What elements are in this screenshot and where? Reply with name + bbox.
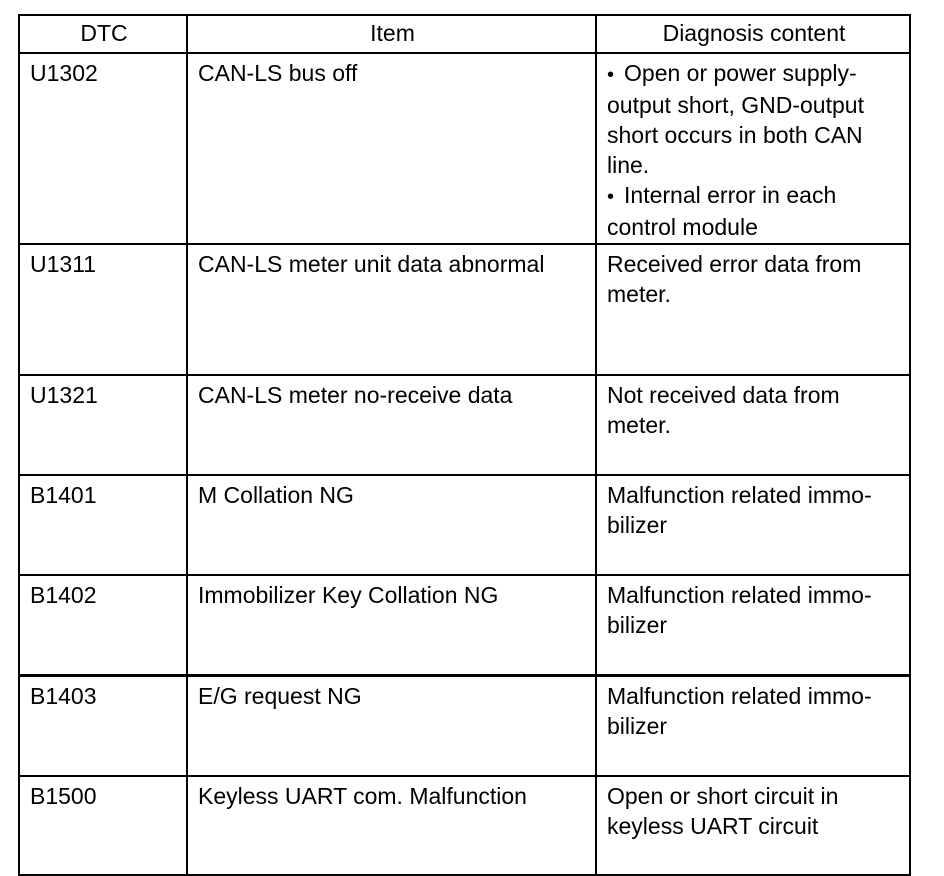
diagnosis-content <box>596 244 910 375</box>
item-name: E/G request NG <box>187 676 596 777</box>
diagnosis-content <box>596 53 910 244</box>
diagnosis-text: Open or short circuit in keyless UART circuit <box>607 783 839 839</box>
table-row <box>19 475 910 575</box>
table-row <box>19 676 910 777</box>
item-name: M Collation NG <box>187 475 596 575</box>
item-name: CAN-LS meter unit data abnormal <box>187 244 596 375</box>
table-header <box>19 15 910 53</box>
table-body <box>19 53 910 875</box>
diagnosis-bullet: • Internal error in each control module <box>607 180 901 242</box>
diagnosis-bullet: • Open or power supply-output short, GND-output short occurs in both CAN line. <box>607 58 901 180</box>
diagnosis-text: Malfunction related immo-bilizer <box>607 683 872 739</box>
table-row <box>19 776 910 875</box>
diagnosis-text: Received error data from meter. <box>607 251 862 307</box>
dtc-code: B1403 <box>19 676 187 777</box>
dtc-code: B1402 <box>19 575 187 676</box>
dtc-code: B1500 <box>19 776 187 875</box>
dtc-table <box>18 14 911 876</box>
dtc-code: U1321 <box>19 375 187 475</box>
dtc-code: U1311 <box>19 244 187 375</box>
table-row <box>19 244 910 375</box>
diagnosis-text: Malfunction related immo-bilizer <box>607 482 872 538</box>
header-diagnosis: Diagnosis content <box>596 15 910 53</box>
item-name: Immobilizer Key Collation NG <box>187 575 596 676</box>
header-item: Item <box>187 15 596 53</box>
header-dtc: DTC <box>19 15 187 53</box>
dtc-code: B1401 <box>19 475 187 575</box>
diagnosis-content <box>596 676 910 777</box>
item-name: CAN-LS bus off <box>187 53 596 244</box>
diagnosis-content <box>596 375 910 475</box>
item-name: Keyless UART com. Malfunction <box>187 776 596 875</box>
diagnosis-content <box>596 575 910 676</box>
table-row <box>19 575 910 676</box>
table-row <box>19 53 910 244</box>
diagnosis-text: Malfunction related immo-bilizer <box>607 582 872 638</box>
header-row <box>19 15 910 53</box>
diagnosis-text: Not received data from meter. <box>607 382 840 438</box>
item-name: CAN-LS meter no-receive data <box>187 375 596 475</box>
table-row <box>19 375 910 475</box>
diagnosis-content <box>596 776 910 875</box>
diagnosis-content <box>596 475 910 575</box>
dtc-code: U1302 <box>19 53 187 244</box>
